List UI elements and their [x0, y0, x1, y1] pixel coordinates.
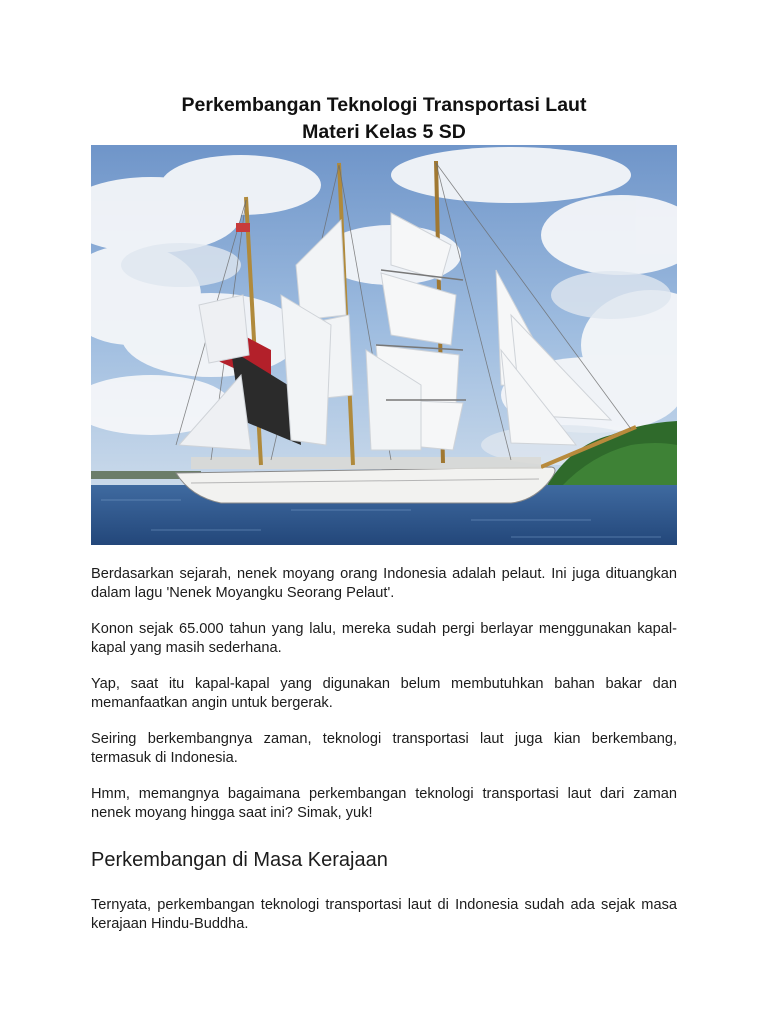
title-line-2: Materi Kelas 5 SD	[302, 121, 466, 143]
paragraph-4: Seiring berkembangnya zaman, teknologi transportasi laut juga kian berkembang, termasuk di Indonesia.	[91, 731, 677, 766]
document-title	[0, 92, 768, 146]
section-paragraph: Ternyata, perkembangan teknologi transportasi laut di Indonesia sudah ada sejak masa kerajaan Hindu-Buddha.	[91, 897, 677, 932]
section-heading: Perkembangan di Masa Kerajaan	[91, 849, 388, 871]
paragraph-5: Hmm, memangnya bagaimana perkembangan teknologi transportasi laut dari zaman nenek moyang hingga saat ini? Simak, yuk!	[91, 786, 677, 821]
paragraph-1: Berdasarkan sejarah, nenek moyang orang Indonesia adalah pelaut. Ini juga dituangkan dalam lagu 'Nenek Moyangku Seorang Pelaut'.	[91, 566, 677, 601]
tall-ship-photo	[91, 145, 677, 545]
paragraph-3: Yap, saat itu kapal-kapal yang digunakan belum membutuhkan bahan bakar dan memanfaatkan angin untuk bergerak.	[91, 676, 677, 711]
article-body	[91, 565, 677, 951]
paragraph-2: Konon sejak 65.000 tahun yang lalu, mereka sudah pergi berlayar menggunakan kapal-kapal yang masih sederhana.	[91, 621, 677, 656]
title-line-1: Perkembangan Teknologi Transportasi Laut	[181, 94, 587, 116]
